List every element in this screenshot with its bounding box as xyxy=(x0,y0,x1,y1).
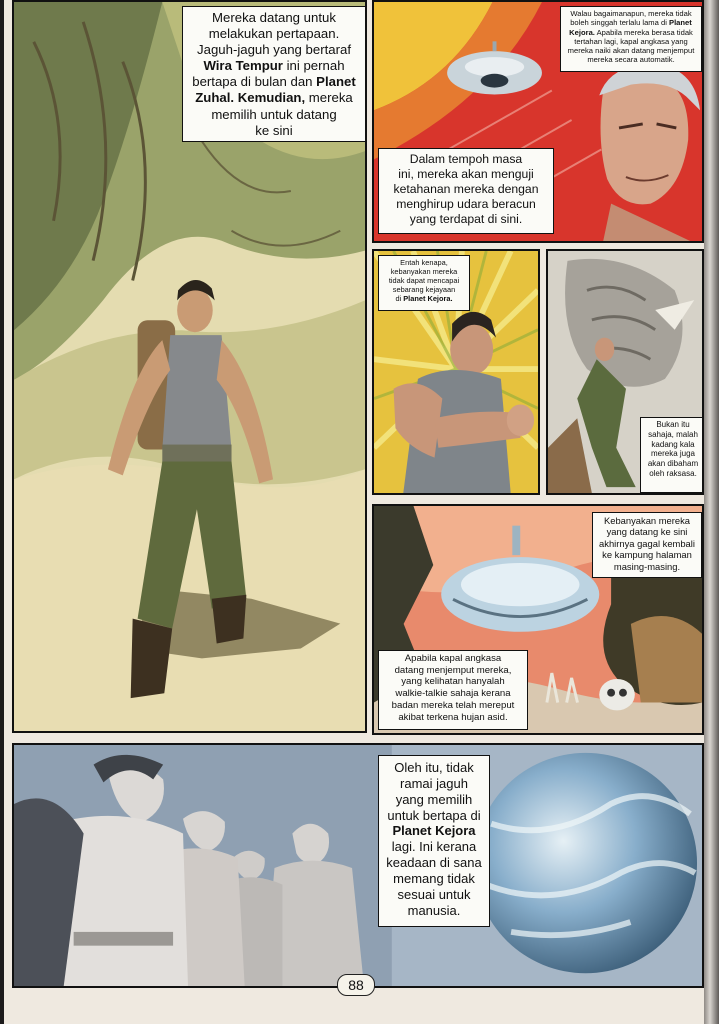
caption-line: sebarang kejayaan xyxy=(392,285,456,295)
caption-bold: Planet xyxy=(669,18,692,28)
caption-line: akibat terkena hujan asid. xyxy=(398,711,508,723)
page-binding-edge xyxy=(704,0,719,1024)
caption-line: Dalam tempoh masa xyxy=(409,152,523,166)
caption-text: ini pernah xyxy=(282,58,345,74)
caption-line: untuk bertapa di xyxy=(387,807,481,823)
caption-line: melakukan pertapaan. xyxy=(208,26,340,42)
caption-line: mereka secara automatik. xyxy=(587,55,675,65)
caption-line: yang kelihatan hanyalah xyxy=(401,676,505,688)
caption-bold: Zuhal. Kemudian, xyxy=(195,90,306,106)
caption-panel2-bottom xyxy=(378,148,554,234)
caption-line: akhirnya gagal kembali xyxy=(599,537,695,549)
caption-line: kebanyakan mereka xyxy=(390,267,458,277)
caption-line: tidak dapat mencapai xyxy=(388,276,460,286)
caption-panel1 xyxy=(182,6,366,142)
caption-line: Oleh itu, tidak xyxy=(394,760,474,775)
caption-line xyxy=(561,28,701,37)
caption-text: mereka xyxy=(305,90,353,106)
caption-line: Jaguh-jaguh yang bertaraf xyxy=(197,42,351,58)
caption-line: yang memilih xyxy=(395,791,473,807)
panel-spaceship-arrival xyxy=(372,504,704,735)
caption-line: sahaja, malah xyxy=(648,429,698,439)
caption-line: akan dibaham xyxy=(647,459,699,468)
caption-line xyxy=(379,294,469,303)
caption-line: manusia. xyxy=(407,902,461,918)
caption-panel5-top xyxy=(592,512,702,578)
caption-line: mereka naiki akan datang menjemput xyxy=(567,46,695,55)
caption-line: Mereka datang untuk xyxy=(212,10,336,25)
caption-line: ini, mereka akan menguji xyxy=(398,166,534,181)
caption-line: kadang kala xyxy=(651,439,695,449)
caption-line: oleh raksasa. xyxy=(649,468,697,478)
caption-line: Bukan itu xyxy=(656,420,690,429)
caption-line: walkie-talkie sahaja kerana xyxy=(395,688,511,700)
caption-line: Apabila kapal angkasa xyxy=(404,653,502,664)
panel-fist-clench xyxy=(372,249,540,495)
caption-line: memang tidak xyxy=(393,871,475,887)
panel-red-sky xyxy=(372,0,704,243)
caption-line: mereka juga xyxy=(650,449,696,459)
panel-warriors-planet xyxy=(12,743,704,988)
caption-text: boleh singgah terlalu lama di xyxy=(570,18,669,28)
caption-panel5-bottom xyxy=(378,650,528,730)
caption-line: masing-masing. xyxy=(613,560,681,572)
caption-bold: Kejora. xyxy=(569,27,595,37)
caption-line: memilih untuk datang xyxy=(211,106,337,122)
caption-line: datang menjemput mereka, xyxy=(394,664,512,676)
caption-line xyxy=(561,18,701,27)
panel-warriors-planet-art xyxy=(14,745,702,986)
page-number: 88 xyxy=(337,974,375,996)
caption-panel3 xyxy=(378,255,470,311)
comic-page xyxy=(4,0,704,1024)
caption-bold: Wira Tempur xyxy=(203,58,283,74)
caption-text: di xyxy=(395,294,404,304)
caption-line xyxy=(183,58,365,74)
caption-line: ramai jaguh xyxy=(400,775,468,791)
caption-panel6 xyxy=(378,755,490,927)
caption-line: keadaan di sana xyxy=(386,855,482,871)
caption-line: ketahanan mereka dengan xyxy=(393,181,539,196)
caption-line xyxy=(379,823,489,839)
caption-line xyxy=(183,90,365,106)
caption-line: yang terdapat di sini. xyxy=(409,211,523,226)
panel-hero-walking xyxy=(12,0,367,733)
panel-monster xyxy=(546,249,704,495)
caption-line: Kebanyakan mereka xyxy=(604,515,690,526)
caption-bold: Planet Kejora xyxy=(392,823,476,839)
caption-line: Walau bagaimanapun, mereka tidak xyxy=(570,9,692,18)
caption-panel2-top xyxy=(560,6,702,72)
caption-text: Apabila mereka berasa tidak xyxy=(594,27,693,37)
caption-line: lagi. Ini kerana xyxy=(391,839,477,855)
caption-line: menghirup udara beracun xyxy=(396,196,536,211)
caption-line: ke sini xyxy=(255,122,293,138)
caption-line: tertahan lagi, kapal angkasa yang xyxy=(574,36,688,46)
caption-bold: Planet Kejora. xyxy=(403,294,453,304)
caption-line xyxy=(183,74,365,90)
caption-text: bertapa di bulan dan xyxy=(192,74,317,90)
caption-line: yang datang ke sini xyxy=(606,526,688,538)
caption-bold: Planet xyxy=(316,74,356,90)
caption-line: badan mereka telah mereput xyxy=(391,699,515,711)
caption-line: Entah kenapa, xyxy=(400,258,448,267)
caption-line: ke kampung halaman xyxy=(602,549,692,561)
caption-panel4 xyxy=(640,417,704,493)
caption-line: sesuai untuk xyxy=(397,886,471,902)
